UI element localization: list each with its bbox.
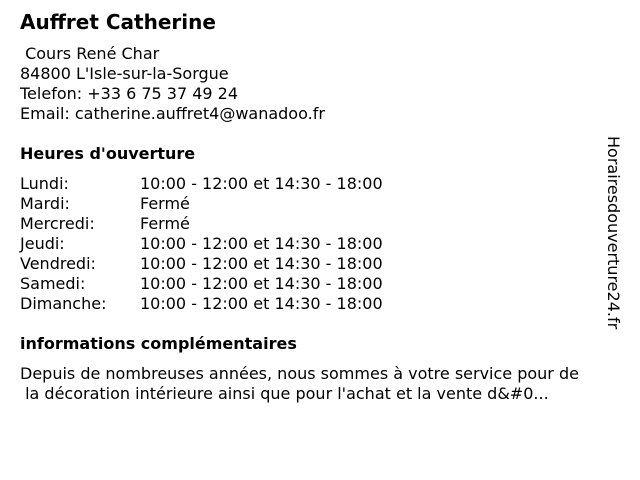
additional-info-heading: informations complémentaires [20, 334, 297, 353]
day-label: Lundi: [20, 174, 69, 193]
day-hours: 10:00 - 12:00 et 14:30 - 18:00 [140, 234, 383, 253]
day-hours: Fermé [140, 214, 190, 233]
day-label: Jeudi: [20, 234, 65, 253]
phone-line: Telefon: +33 6 75 37 49 24 [20, 84, 239, 103]
day-label: Mardi: [20, 194, 70, 213]
day-hours: 10:00 - 12:00 et 14:30 - 18:00 [140, 274, 383, 293]
day-hours: 10:00 - 12:00 et 14:30 - 18:00 [140, 294, 383, 313]
day-hours: 10:00 - 12:00 et 14:30 - 18:00 [140, 254, 383, 273]
watermark-text: Horairesdouverture24.fr [604, 136, 623, 330]
street-address: Cours René Char [20, 44, 160, 63]
business-description [20, 364, 630, 404]
day-hours: Fermé [140, 194, 190, 213]
description-line: Depuis de nombreuses années, nous sommes à votre service pour de [20, 364, 579, 383]
city-line: 84800 L'Isle-sur-la-Sorgue [20, 64, 229, 83]
day-label: Vendredi: [20, 254, 96, 273]
business-name: Auffret Catherine [20, 10, 216, 34]
address-block [20, 44, 325, 124]
day-label: Dimanche: [20, 294, 107, 313]
opening-hours-heading: Heures d'ouverture [20, 144, 196, 163]
day-hours: 10:00 - 12:00 et 14:30 - 18:00 [140, 174, 383, 193]
day-label: Samedi: [20, 274, 86, 293]
email-line: Email: catherine.auffret4@wanadoo.fr [20, 104, 325, 123]
description-line: la décoration intérieure ainsi que pour l'achat et la vente d&#0... [20, 384, 549, 403]
day-label: Mercredi: [20, 214, 95, 233]
